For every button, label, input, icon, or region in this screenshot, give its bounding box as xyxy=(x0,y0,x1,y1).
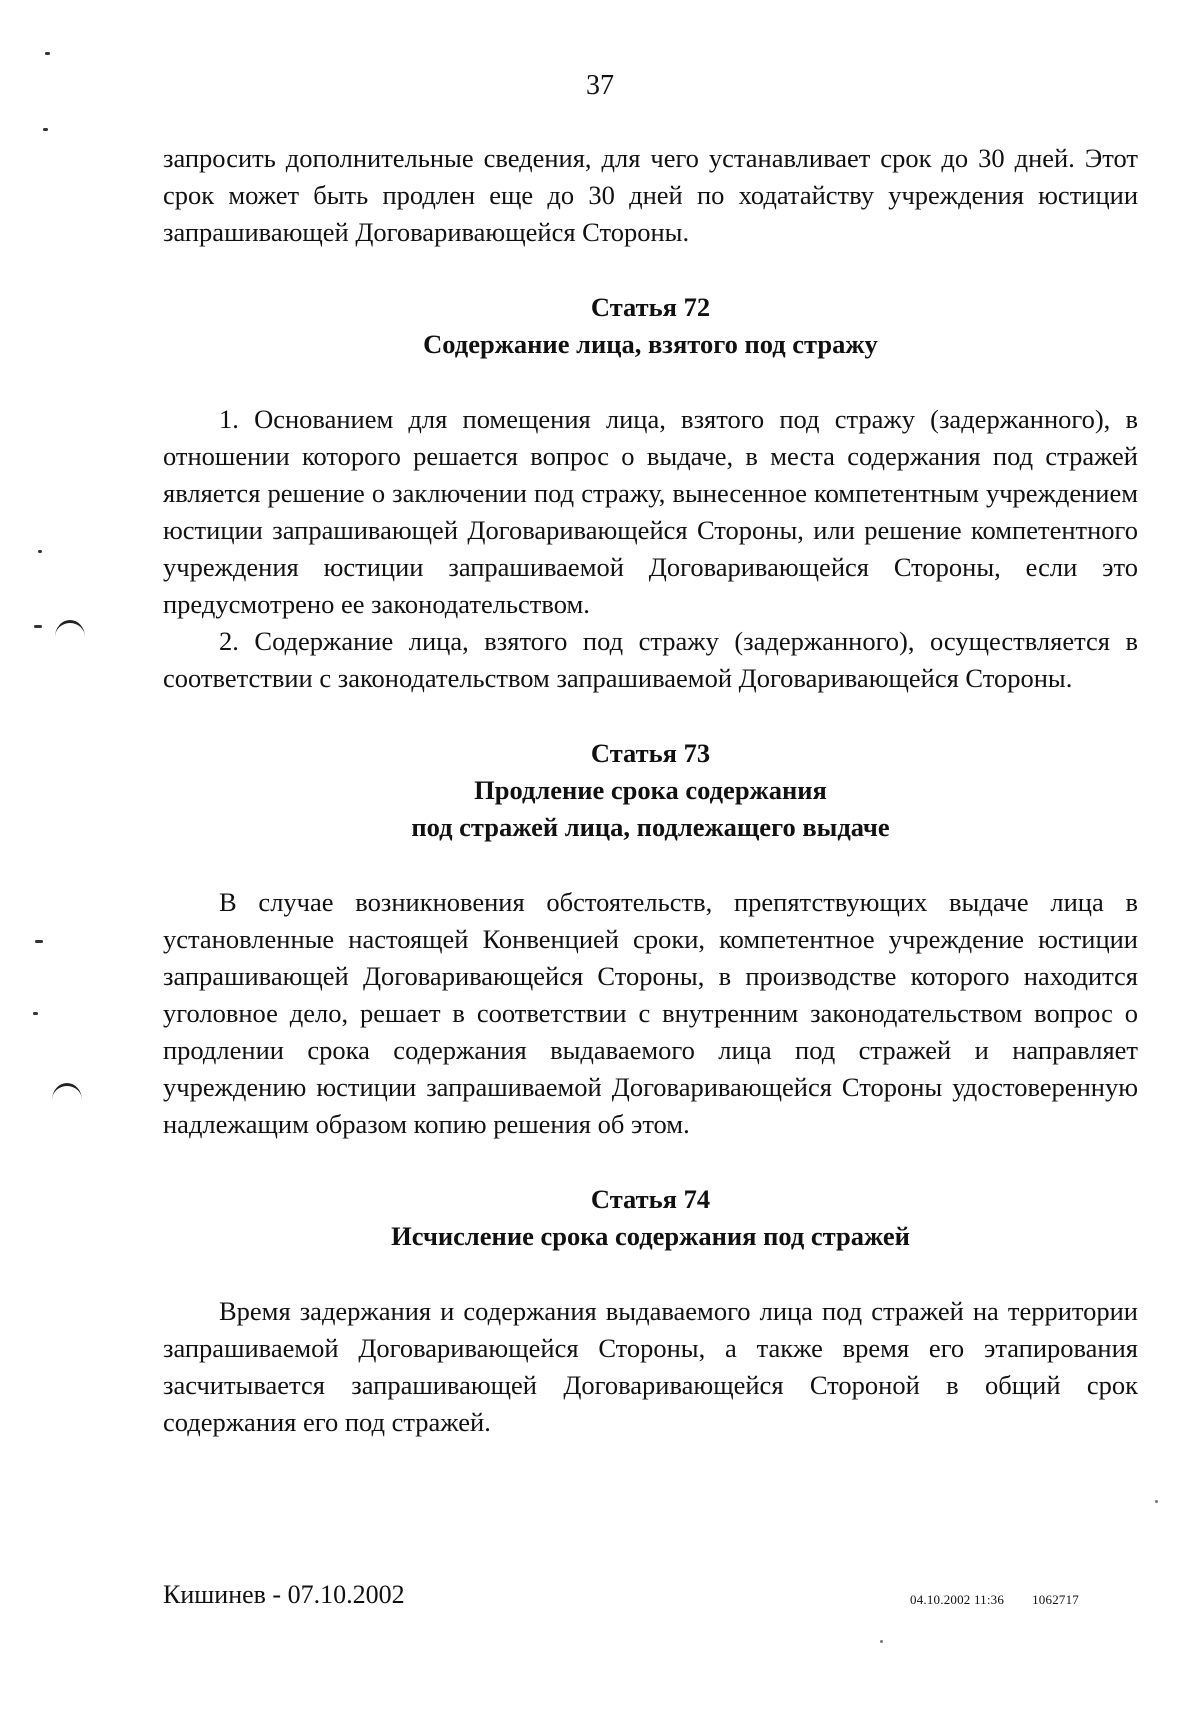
document-body xyxy=(163,140,1138,1441)
article-72-heading xyxy=(163,289,1138,363)
scan-speck xyxy=(35,940,43,943)
scan-arc-mark xyxy=(55,620,85,637)
scan-speck xyxy=(43,128,48,131)
scan-speck xyxy=(33,1012,38,1015)
article-title: Исчисление срока содержания под стражей xyxy=(391,1221,910,1251)
article-title: Содержание лица, взятого под стражу xyxy=(423,329,878,359)
article-number: Статья 74 xyxy=(590,1184,711,1214)
intro-paragraph: запросить дополнительные сведения, для чего устанавливает срок до 30 дней. Этот срок может быть продлен еще до 30 дней по ходатайству учреждения юстиции запрашивающей Договаривающейся Стороны. xyxy=(163,143,1138,247)
scan-speck xyxy=(1155,1500,1158,1503)
article-72-paragraph-1: 1. Основанием для помещения лица, взятого под стражу (задержанного), в отношении которого решается вопрос о выдаче, в места содержания под стражей является решение о заключении под стражу, вынесенное компетентным учреждением юстиции запрашивающей Договаривающейся Стороны, или решение компетентного учреждения юстиции запрашиваемой Договаривающейся Стороны, если это предусмотрено ее законодательством. xyxy=(163,404,1138,619)
article-74-paragraph-1: Время задержания и содержания выдаваемого лица под стражей на территории запрашиваемой Договаривающейся Стороны, а также время его этапирования засчитывается запрашивающей Договаривающейся Стороной в общий срок содержания его под стражей. xyxy=(163,1296,1138,1437)
page-number: 37 xyxy=(586,70,614,101)
scan-speck xyxy=(880,1640,883,1643)
footer-stamp xyxy=(910,1592,1079,1608)
footer-place-date: Кишинев - 07.10.2002 xyxy=(163,1580,405,1609)
article-number: Статья 72 xyxy=(590,292,711,322)
article-73-heading xyxy=(163,735,1138,846)
article-73-paragraph-1: В случае возникновения обстоятельств, препятствующих выдаче лица в установленные настоящей Конвенцией сроки, компетентное учреждение юстиции запрашивающей Договаривающейся Стороны, в производстве которого находится уголовное дело, решает в соответствии с внутренним законодательством вопрос о продлении срока содержания выдаваемого лица под стражей и направляет учреждению юстиции запрашиваемой Договаривающейся Стороны удостоверенную надлежащим образом копию решения об этом. xyxy=(163,887,1138,1139)
article-title-line-1: Продление срока содержания xyxy=(474,775,827,805)
scan-speck xyxy=(45,52,50,55)
article-number: Статья 73 xyxy=(590,738,711,768)
scan-speck xyxy=(38,550,42,553)
footer-timestamp: 04.10.2002 11:36 xyxy=(910,1592,1005,1607)
article-74-heading xyxy=(163,1181,1138,1255)
article-title-line-2: под стражей лица, подлежащего выдаче xyxy=(411,812,890,842)
scan-speck xyxy=(34,625,42,628)
scan-arc-mark xyxy=(52,1083,82,1100)
footer-doc-number: 1062717 xyxy=(1032,1592,1079,1607)
article-72-paragraph-2: 2. Содержание лица, взятого под стражу (задержанного), осуществляется в соответствии с законодательством запрашиваемой Договаривающейся Стороны. xyxy=(163,626,1138,693)
